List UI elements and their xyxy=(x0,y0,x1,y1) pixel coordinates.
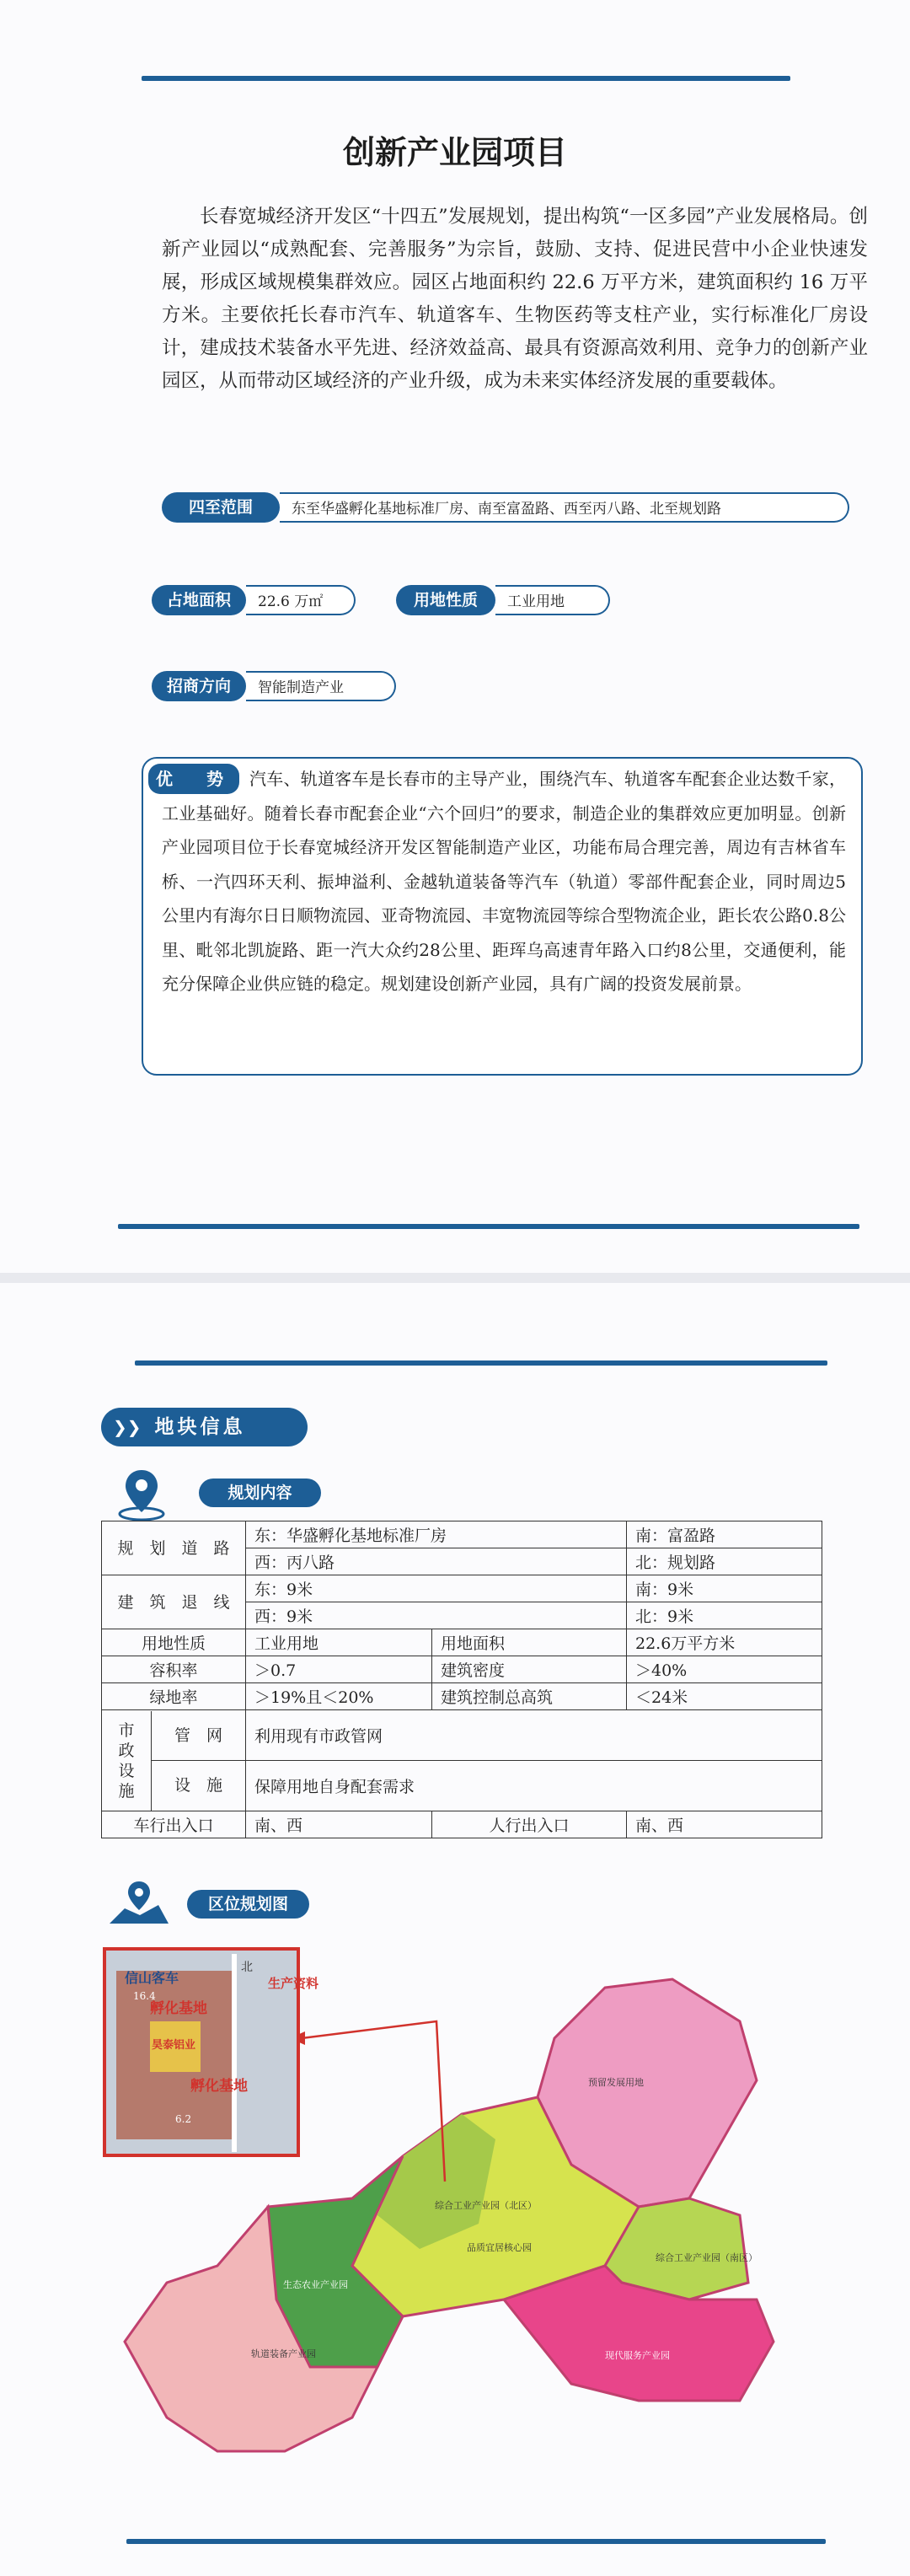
land-use-label: 用地性质 xyxy=(102,1629,246,1656)
bottom-rule-2 xyxy=(126,2539,826,2544)
area-label: 占地面积 xyxy=(152,585,246,615)
pipe-value: 利用现有市政管网 xyxy=(246,1710,822,1761)
vehicle-value: 南、西 xyxy=(246,1811,432,1838)
map-label-reserve: 预留发展用地 xyxy=(588,2077,644,2088)
pedestrian-value: 南、西 xyxy=(627,1811,822,1838)
pipe-label: 管 网 xyxy=(152,1711,245,1761)
road-east: 东：华盛孵化基地标准厂房 xyxy=(246,1521,627,1548)
vehicle-label: 车行出入口 xyxy=(102,1811,246,1838)
height-value: ＜24米 xyxy=(627,1683,822,1710)
density-value: ＞40% xyxy=(627,1656,822,1683)
section-banner xyxy=(101,1408,308,1446)
green-value: ＞19%且＜20% xyxy=(246,1683,432,1710)
page-1 xyxy=(0,0,910,1273)
map-inset-incubator-2: 孵化基地 xyxy=(190,2078,248,2095)
planning-table xyxy=(101,1521,822,1838)
road-north: 北：规划路 xyxy=(627,1548,822,1575)
height-label: 建筑控制总高筑 xyxy=(432,1683,627,1710)
table-row xyxy=(102,1629,822,1656)
road-west: 西：丙八路 xyxy=(246,1548,627,1575)
density-label: 建筑密度 xyxy=(432,1656,627,1683)
land-use-value: 工业用地 xyxy=(246,1629,432,1656)
map-label-service: 现代服务产业园 xyxy=(605,2350,670,2361)
land-use-label: 用地性质 xyxy=(396,585,495,615)
chevron-right-icon: ❯❯ xyxy=(113,1417,142,1437)
setback-label: 建 筑 退 线 xyxy=(102,1575,246,1629)
map-inset-num-2: 6.2 xyxy=(175,2113,192,2125)
location-pin-icon xyxy=(118,1467,169,1522)
location-map xyxy=(99,1945,854,2477)
setback-east: 东：9米 xyxy=(246,1575,627,1602)
far-value: ＞0.7 xyxy=(246,1656,432,1683)
page-title: 创新产业园项目 xyxy=(342,134,567,171)
map-inset-production: 生产资料 xyxy=(268,1976,319,1991)
roads-label: 规 划 道 路 xyxy=(102,1521,246,1575)
pedestrian-label: 人行出入口 xyxy=(432,1811,627,1838)
page-2 xyxy=(0,1283,910,2576)
table-row xyxy=(102,1521,822,1548)
municipal-cell xyxy=(102,1710,246,1811)
intro-paragraph: 长春宽城经济开发区“十四五”发展规划，提出构筑“一区多园”产业发展格局。创新产业园以“成熟配套、完善服务”为宗旨，鼓励、支持、促进民营中小企业快速发展，形成区域规模集群效应。园区占地面积约 22.6 万平方米，建筑面积约 16 万平方米。主要依托长春市汽车、轨道客车、生物医药等支柱产业，实行标准化厂房设计，建成技术装备水平先进、经济效益高、最具有资源高效利用、竞争力的创新产业园区，从而带动区域经济的产业升级，成为未来实体经济发展的重要载体。 xyxy=(162,206,868,392)
map-label-industrial-north: 综合工业产业园（北区） xyxy=(435,2200,537,2211)
map-inset-north: 北 xyxy=(241,1961,253,1974)
setback-west: 西：9米 xyxy=(246,1602,627,1629)
boundary-label: 四至范围 xyxy=(162,492,280,523)
advantage-text: 汽车、轨道客车是长春市的主导产业，围绕汽车、轨道客车配套企业达数千家，工业基础好。随着长春市配套企业“六个回归”的要求，制造企业的集群效应更加明显。创新产业园项目位于长春宽城经济开发区智能制造产业区，功能布局合理完善，周边有吉林省车桥、一汽四环天利、振坤溢利、金越轨道装备等汽车（轨道）零部件配套企业，同时周边5公里内有海尔日日顺物流园、亚奇物流园、丰宽物流园等综合型物流企业，距长农公路0.8公里、毗邻北凯旋路、距一汽大众约28公里、距珲乌高速青年路入口约8公里，交通便利，能充分保障企业供应链的稳定。规划建设创新产业园，具有广阔的投资发展前景。 xyxy=(162,769,846,994)
municipal-label: 市 政 设 施 xyxy=(102,1711,152,1811)
road-south: 南：富盈路 xyxy=(627,1521,822,1548)
area-value: 22.6 万㎡ xyxy=(246,585,356,615)
map-inset-num-1: 16.4 xyxy=(133,1990,156,2002)
green-label: 绿地率 xyxy=(102,1683,246,1710)
top-rule xyxy=(142,76,790,81)
advantage-label: 优 势 xyxy=(148,764,239,794)
investment-label: 招商方向 xyxy=(152,671,246,701)
map-pin-icon xyxy=(110,1880,169,1927)
map-label-agri: 生态农业产业园 xyxy=(283,2279,348,2290)
municipal-subtable xyxy=(102,1711,245,1811)
facility-label: 设 施 xyxy=(174,1776,222,1795)
boundary-value: 东至华盛孵化基地标准厂房、南至富盈路、西至丙八路、北至规划路 xyxy=(280,492,849,523)
land-area-value: 22.6万平方米 xyxy=(627,1629,822,1656)
section-title: 地块信息 xyxy=(154,1416,246,1438)
setback-south: 南：9米 xyxy=(627,1575,822,1602)
table-row xyxy=(102,1811,822,1838)
map-inset-xinshan: 信山客车 xyxy=(125,1970,179,1986)
facility-value: 保障用地自身配套需求 xyxy=(246,1761,822,1811)
table-row xyxy=(102,1710,822,1761)
map-inset-haotai-label: 昊泰铝业 xyxy=(152,2039,196,2052)
far-label: 容积率 xyxy=(102,1656,246,1683)
top-rule-2 xyxy=(135,1360,827,1366)
table-row xyxy=(102,1575,822,1602)
planning-banner: 规划内容 xyxy=(199,1479,321,1507)
table-row xyxy=(102,1683,822,1710)
map-label-industrial-south: 综合工业产业园（南区） xyxy=(656,2252,757,2263)
map-label-rail: 轨道装备产业园 xyxy=(251,2348,316,2359)
investment-value: 智能制造产业 xyxy=(246,671,396,701)
map-inset-incubator-1: 孵化基地 xyxy=(150,2000,207,2017)
land-area-label: 用地面积 xyxy=(432,1629,627,1656)
table-row xyxy=(102,1656,822,1683)
setback-north: 北：9米 xyxy=(627,1602,822,1629)
map-label-food: 品质宜居核心园 xyxy=(467,2242,532,2253)
map-banner: 区位规划图 xyxy=(187,1890,309,1919)
land-use-value: 工业用地 xyxy=(495,585,610,615)
bottom-rule xyxy=(118,1224,859,1229)
